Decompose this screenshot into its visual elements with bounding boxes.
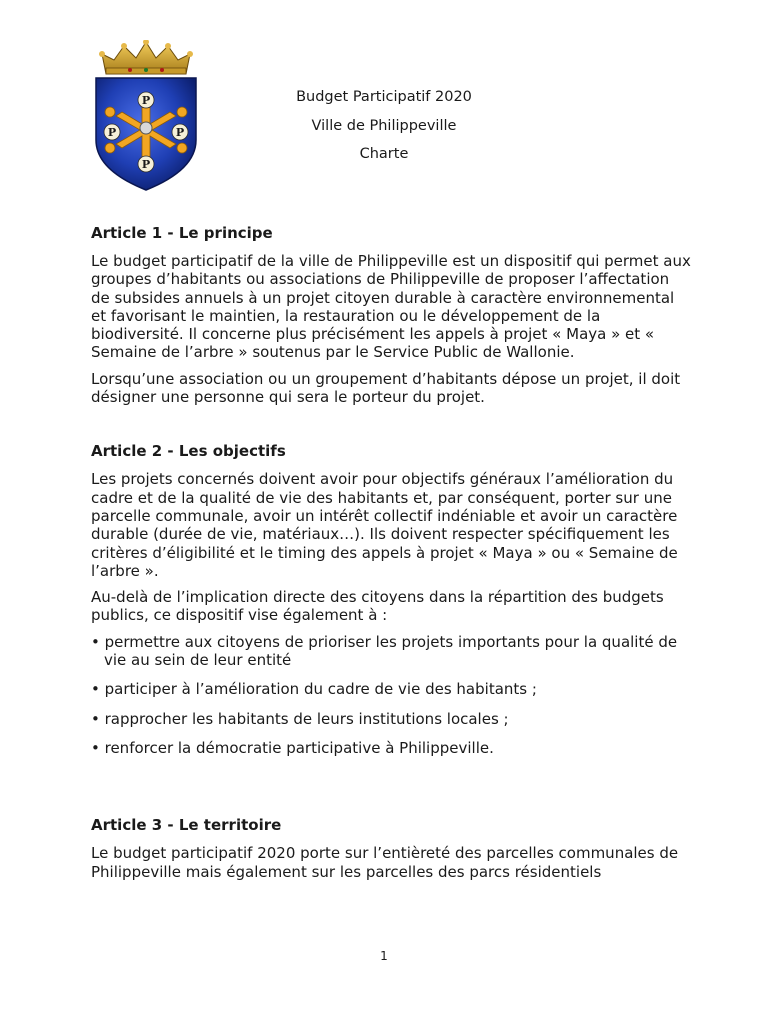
article-2-title: Article 2 - Les objectifs [91,442,286,461]
svg-text:P: P [107,126,117,139]
svg-text:P: P [141,158,151,171]
crown-icon [99,40,193,74]
article-3-title: Article 3 - Le territoire [91,816,282,835]
coat-of-arms-icon [90,40,202,192]
article-2 [91,440,691,757]
article-1-paragraph-2: Lorsqu’une association ou un groupement d’habitants dépose un projet, il doit désigner une personne qui sera le porteur du projet. [91,369,681,407]
article-3-paragraph-1: Le budget participatif 2020 porte sur l’entièreté des parcelles communales de Philippeville mais également sur les parcelles des parcs résidentiels [91,844,679,881]
article-2-paragraph-2: Au-delà de l’implication directe des citoyens dans la répartition des budgets publics, ce dispositif vise également à : [91,588,664,625]
objectives-list [91,633,691,757]
coat-of-arms-logo [90,40,202,192]
section-spacer [91,414,691,440]
list-item: • participer à l’amélioration du cadre de vie des habitants ; [91,680,537,699]
header-city: Ville de Philippeville [311,117,457,134]
article-3 [91,814,691,881]
header-title: Budget Participatif 2020 [296,89,472,105]
page-number: 1 [380,949,388,963]
svg-text:P: P [141,94,151,107]
svg-text:P: P [175,126,185,139]
document-body [91,222,691,889]
section-spacer [91,768,691,814]
article-1-title: Article 1 - Le principe [91,224,273,242]
list-item: • renforcer la démocratie participative à Philippeville. [91,738,494,757]
list-item: • rapprocher les habitants de leurs institutions locales ; [91,709,509,728]
header-subtitle: Charte [359,146,409,162]
article-2-paragraph-1: Les projets concernés doivent avoir pour objectifs généraux l’amélioration du cadre et de la qualité de vie des habitants et, par conséquent, porter sur une parcelle communale, avoir un intérêt collectif indéniable et avoir un caractère durable (durée de vie, matériaux…). Ils doivent respecter spécifiquement les critères d’éligibilité et le timing des appels à projet « Maya » ou « Semaine de l’arbre ». [91,470,678,580]
article-1-paragraph-1: Le budget participatif de la ville de Philippeville est un dispositif qui permet aux groupes d’habitants ou associations de Philippeville de proposer l’affectation de subsides annuels à un projet citoyen durable à caractère environnemental et favorisant le maintien, la restauration ou le développement de la biodiversité. Il concerne plus précisément les appels à projet « Maya » et « Semaine de l’arbre » soutenus par le Service Public de Wallonie. [91,252,691,362]
list-item: • permettre aux citoyens de prioriser les projets importants pour la qualité de vie au sein de leur entité [91,632,678,670]
document-header [240,83,528,169]
article-1 [91,222,691,406]
